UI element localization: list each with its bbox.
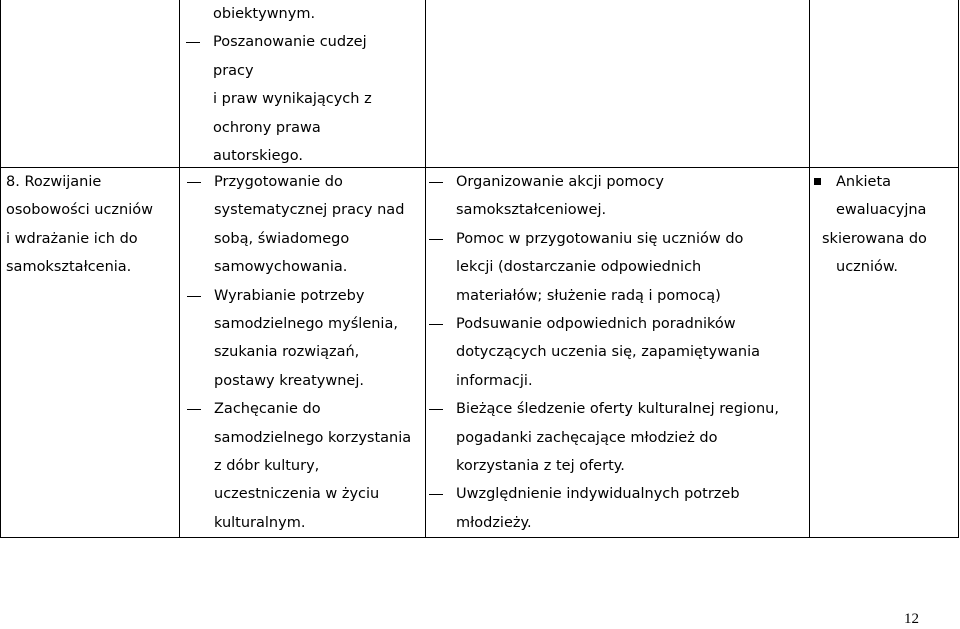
text-line: młodzieży.	[456, 514, 532, 531]
list-item	[214, 168, 411, 282]
row8-col1	[6, 168, 153, 282]
text-line: szukania rozwiązań,	[214, 344, 360, 361]
list-item	[456, 395, 779, 480]
text-line: 8. Rozwijanie	[6, 174, 102, 190]
text-line: z dóbr kultury,	[214, 457, 320, 474]
text-line: Ankieta	[836, 174, 892, 190]
list-item	[456, 225, 779, 310]
text-line: samodzielnego korzystania	[214, 429, 412, 446]
list-item	[456, 310, 779, 395]
text-line: samokształceniowej.	[456, 202, 607, 219]
column-divider-3	[809, 0, 810, 538]
text-line: sobą, świadomego	[214, 230, 350, 247]
dash-bullet-icon	[187, 282, 201, 310]
text-line: uczniów.	[836, 259, 899, 276]
list-item	[456, 168, 779, 225]
dash-bullet-icon	[187, 168, 201, 196]
text-line: postawy kreatywnej.	[214, 372, 364, 389]
page-number: 12	[904, 611, 919, 627]
text-line: ewaluacyjna	[836, 202, 927, 219]
text-line: i praw wynikających z	[213, 91, 372, 108]
text-line: dotyczących uczenia się, zapamiętywania	[456, 344, 761, 361]
row8-col4	[822, 168, 927, 282]
text-line: Pomoc w przygotowaniu się uczniów do	[456, 230, 744, 247]
text-line: obiektywnym.	[213, 6, 316, 22]
table-border-right	[958, 0, 959, 538]
dash-bullet-icon	[429, 480, 443, 508]
column-divider-2	[425, 0, 426, 538]
table-border-bottom	[0, 537, 959, 538]
list-item	[214, 395, 411, 537]
text-line: i wdrażanie ich do	[6, 230, 138, 247]
text-line: autorskiego.	[213, 147, 303, 164]
table-border-left	[0, 0, 1, 538]
text-line: Zachęcanie do	[214, 401, 321, 418]
text-line: skierowana do	[822, 230, 927, 247]
list-item	[214, 282, 411, 396]
text-line: Poszanowanie cudzej	[213, 34, 367, 51]
text-line: Bieżące śledzenie oferty kulturalnej regionu,	[456, 401, 779, 418]
text-line: samodzielnego myślenia,	[214, 315, 398, 332]
text-line: Organizowanie akcji pomocy	[456, 174, 664, 190]
text-line: osobowości uczniów	[6, 202, 153, 219]
text-line: korzystania z tej oferty.	[456, 457, 625, 474]
list-item	[456, 480, 779, 537]
text-line: lekcji (dostarczanie odpowiednich	[456, 259, 702, 276]
text-line: pogadanki zachęcające młodzież do	[456, 429, 718, 446]
row8-col2	[214, 168, 411, 537]
text-line: Podsuwanie odpowiednich poradników	[456, 315, 736, 332]
text-line: Uwzględnienie indywidualnych potrzeb	[456, 486, 740, 503]
text-line: uczestniczenia w życiu	[214, 486, 380, 503]
text-line: Wyrabianie potrzeby	[214, 287, 365, 304]
dash-bullet-icon	[429, 168, 443, 196]
row8-col3	[456, 168, 779, 537]
column-divider-1	[179, 0, 180, 538]
text-line: Przygotowanie do	[214, 174, 343, 190]
text-line: ochrony prawa	[213, 119, 321, 136]
text-line: systematycznej pracy nad	[214, 202, 405, 219]
dash-bullet-icon	[186, 28, 200, 56]
list-item	[822, 168, 927, 282]
text-line: pracy	[213, 62, 254, 79]
list-item	[213, 28, 372, 56]
text-line: informacji.	[456, 372, 533, 389]
text-line: samowychowania.	[214, 259, 348, 276]
dash-bullet-icon	[429, 395, 443, 423]
text-line: kulturalnym.	[214, 514, 306, 531]
text-line: materiałów; służenie radą i pomocą)	[456, 287, 721, 304]
dash-bullet-icon	[429, 310, 443, 338]
previous-row-col2	[213, 0, 372, 170]
dash-bullet-icon	[187, 395, 201, 423]
square-bullet-icon	[814, 178, 821, 185]
text-line: samokształcenia.	[6, 259, 132, 276]
dash-bullet-icon	[429, 225, 443, 253]
